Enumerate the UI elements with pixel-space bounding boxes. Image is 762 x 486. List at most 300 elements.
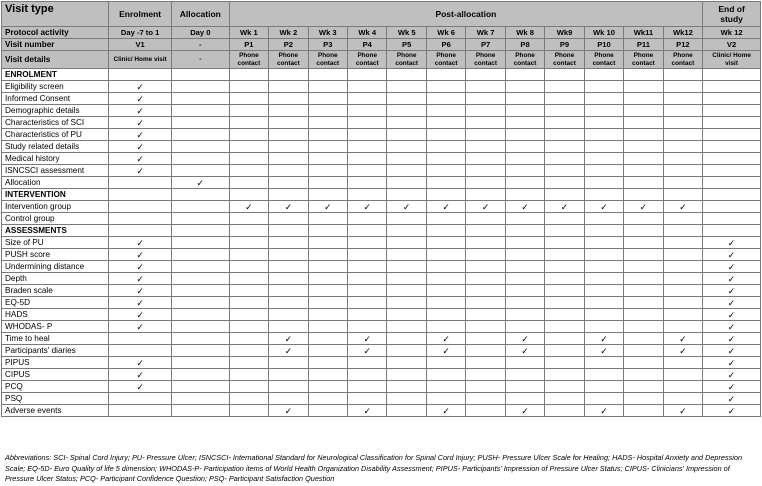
empty-cell: [171, 273, 229, 285]
empty-cell: [348, 105, 387, 117]
empty-cell: [584, 213, 623, 225]
activity-row: [2, 93, 761, 105]
empty-cell: [387, 237, 426, 249]
empty-cell: [109, 201, 172, 213]
empty-cell: [505, 141, 544, 153]
check-mark-icon: ✓: [109, 297, 172, 309]
empty-cell: [703, 153, 761, 165]
check-mark-icon: ✓: [109, 381, 172, 393]
activity-row: [2, 213, 761, 225]
empty-cell: [171, 93, 229, 105]
empty-cell: [624, 153, 663, 165]
empty-cell: [308, 129, 347, 141]
empty-cell: [466, 225, 505, 237]
empty-cell: [269, 297, 308, 309]
empty-cell: [624, 393, 663, 405]
empty-cell: [584, 117, 623, 129]
empty-cell: [584, 309, 623, 321]
empty-cell: [269, 369, 308, 381]
empty-cell: [269, 249, 308, 261]
empty-cell: [348, 165, 387, 177]
empty-cell: [171, 285, 229, 297]
empty-cell: [269, 321, 308, 333]
protocol-activity-label: Protocol activity: [2, 27, 109, 39]
empty-cell: [545, 249, 584, 261]
empty-cell: [663, 309, 703, 321]
empty-cell: [348, 93, 387, 105]
empty-cell: [505, 153, 544, 165]
activity-label: PSQ: [2, 393, 109, 405]
empty-cell: [466, 261, 505, 273]
visit-number-cell: V1: [109, 39, 172, 51]
empty-cell: [426, 105, 465, 117]
empty-cell: [624, 345, 663, 357]
check-mark-icon: ✓: [703, 381, 761, 393]
empty-cell: [703, 117, 761, 129]
check-mark-icon: ✓: [466, 201, 505, 213]
empty-cell: [505, 93, 544, 105]
empty-cell: [109, 189, 172, 201]
empty-cell: [466, 177, 505, 189]
visit-number-cell: P5: [387, 39, 426, 51]
empty-cell: [545, 393, 584, 405]
visit-details-cell: Phone contact: [545, 51, 584, 69]
abbreviations-footnote: Abbreviations: SCI- Spinal Cord Injury; PU- Pressure Ulcer; ISNCSCI- International Standard for Neurological Classification for Spinal Cord Injury; PUSH- Pressure Ulcer Scale for Healing; HADS- Hospital Anxiety and Depression Scale; EQ-5D- Euro Quality of life 5 dimension; WHODAS-P- Participation items of World Health Organization Disability Assessment; PIPUS- Participants' Impression of Pressure Ulcer Status; CIPUS- Clinicians' Impression of Pressure Ulcer Status; PCQ- Participant Confidence Question; PSQ- Participant Satisfaction Question: [5, 453, 743, 483]
check-mark-icon: ✓: [703, 369, 761, 381]
activity-label: Control group: [2, 213, 109, 225]
check-mark-icon: ✓: [426, 345, 465, 357]
activity-label: Characteristics of SCI: [2, 117, 109, 129]
empty-cell: [466, 141, 505, 153]
empty-cell: [584, 165, 623, 177]
empty-cell: [584, 93, 623, 105]
empty-cell: [109, 177, 172, 189]
empty-cell: [505, 177, 544, 189]
empty-cell: [348, 141, 387, 153]
activity-row: [2, 129, 761, 141]
empty-cell: [229, 309, 268, 321]
empty-cell: [387, 153, 426, 165]
empty-cell: [426, 369, 465, 381]
visit-number-cell: P7: [466, 39, 505, 51]
visit-number-label: Visit number: [2, 39, 109, 51]
empty-cell: [229, 237, 268, 249]
empty-cell: [505, 357, 544, 369]
visit-details-cell: Phone contact: [269, 51, 308, 69]
empty-cell: [505, 165, 544, 177]
empty-cell: [171, 405, 229, 417]
activity-label: Undermining distance: [2, 261, 109, 273]
empty-cell: [703, 93, 761, 105]
protocol-activity-cell: Wk 7: [466, 27, 505, 39]
empty-cell: [584, 381, 623, 393]
empty-cell: [663, 117, 703, 129]
empty-cell: [269, 273, 308, 285]
empty-cell: [663, 237, 703, 249]
visit-details-cell: -: [171, 51, 229, 69]
activity-row: [2, 153, 761, 165]
check-mark-icon: ✓: [703, 273, 761, 285]
check-mark-icon: ✓: [703, 345, 761, 357]
empty-cell: [466, 117, 505, 129]
empty-cell: [308, 237, 347, 249]
empty-cell: [229, 93, 268, 105]
empty-cell: [426, 261, 465, 273]
empty-cell: [663, 321, 703, 333]
activity-label: Informed Consent: [2, 93, 109, 105]
empty-cell: [584, 261, 623, 273]
empty-cell: [466, 297, 505, 309]
empty-cell: [663, 369, 703, 381]
empty-cell: [545, 237, 584, 249]
empty-cell: [269, 141, 308, 153]
check-mark-icon: ✓: [229, 201, 268, 213]
activity-row: [2, 165, 761, 177]
check-mark-icon: ✓: [171, 177, 229, 189]
empty-cell: [308, 333, 347, 345]
visit-details-cell: Phone contact: [308, 51, 347, 69]
schedule-table: [1, 1, 761, 417]
activity-row: [2, 297, 761, 309]
activity-label: PIPUS: [2, 357, 109, 369]
empty-cell: [703, 225, 761, 237]
activity-row: [2, 141, 761, 153]
protocol-activity-cell: Wk 8: [505, 27, 544, 39]
activity-row: [2, 381, 761, 393]
check-mark-icon: ✓: [584, 405, 623, 417]
empty-cell: [171, 381, 229, 393]
check-mark-icon: ✓: [269, 333, 308, 345]
empty-cell: [109, 69, 172, 81]
empty-cell: [269, 357, 308, 369]
empty-cell: [308, 189, 347, 201]
empty-cell: [348, 177, 387, 189]
empty-cell: [426, 117, 465, 129]
empty-cell: [466, 405, 505, 417]
check-mark-icon: ✓: [703, 333, 761, 345]
empty-cell: [348, 285, 387, 297]
empty-cell: [663, 381, 703, 393]
activity-label: Adverse events: [2, 405, 109, 417]
empty-cell: [171, 309, 229, 321]
empty-cell: [466, 165, 505, 177]
empty-cell: [426, 177, 465, 189]
empty-cell: [663, 249, 703, 261]
activity-label: PCQ: [2, 381, 109, 393]
check-mark-icon: ✓: [109, 81, 172, 93]
check-mark-icon: ✓: [109, 321, 172, 333]
visit-number-cell: P4: [348, 39, 387, 51]
visit-details-cell: Clinic/ Home visit: [109, 51, 172, 69]
check-mark-icon: ✓: [703, 297, 761, 309]
check-mark-icon: ✓: [269, 405, 308, 417]
empty-cell: [269, 81, 308, 93]
check-mark-icon: ✓: [663, 201, 703, 213]
empty-cell: [109, 225, 172, 237]
empty-cell: [387, 141, 426, 153]
empty-cell: [624, 309, 663, 321]
activity-label: CIPUS: [2, 369, 109, 381]
empty-cell: [348, 369, 387, 381]
empty-cell: [466, 321, 505, 333]
empty-cell: [584, 105, 623, 117]
empty-cell: [545, 297, 584, 309]
empty-cell: [545, 165, 584, 177]
activity-label: Characteristics of PU: [2, 129, 109, 141]
empty-cell: [624, 333, 663, 345]
empty-cell: [703, 129, 761, 141]
empty-cell: [348, 261, 387, 273]
empty-cell: [545, 81, 584, 93]
empty-cell: [624, 117, 663, 129]
check-mark-icon: ✓: [308, 201, 347, 213]
check-mark-icon: ✓: [348, 345, 387, 357]
section-title: ENROLMENT: [2, 69, 109, 81]
check-mark-icon: ✓: [109, 117, 172, 129]
empty-cell: [426, 273, 465, 285]
empty-cell: [269, 285, 308, 297]
empty-cell: [505, 297, 544, 309]
empty-cell: [387, 117, 426, 129]
empty-cell: [505, 81, 544, 93]
activity-row: [2, 333, 761, 345]
section-title: INTERVENTION: [2, 189, 109, 201]
empty-cell: [545, 261, 584, 273]
empty-cell: [663, 189, 703, 201]
empty-cell: [426, 297, 465, 309]
empty-cell: [505, 381, 544, 393]
check-mark-icon: ✓: [703, 405, 761, 417]
empty-cell: [624, 381, 663, 393]
empty-cell: [171, 129, 229, 141]
check-mark-icon: ✓: [109, 237, 172, 249]
post-allocation-header: Post-allocation: [229, 2, 703, 27]
empty-cell: [387, 165, 426, 177]
activity-row: [2, 357, 761, 369]
check-mark-icon: ✓: [703, 309, 761, 321]
empty-cell: [229, 369, 268, 381]
empty-cell: [229, 225, 268, 237]
empty-cell: [269, 153, 308, 165]
empty-cell: [505, 213, 544, 225]
empty-cell: [387, 333, 426, 345]
empty-cell: [348, 237, 387, 249]
empty-cell: [624, 213, 663, 225]
empty-cell: [545, 153, 584, 165]
check-mark-icon: ✓: [109, 285, 172, 297]
empty-cell: [308, 213, 347, 225]
empty-cell: [109, 345, 172, 357]
activity-label: Participants' diaries: [2, 345, 109, 357]
empty-cell: [269, 237, 308, 249]
empty-cell: [229, 129, 268, 141]
check-mark-icon: ✓: [109, 93, 172, 105]
empty-cell: [269, 381, 308, 393]
visit-details-cell: Phone contact: [387, 51, 426, 69]
check-mark-icon: ✓: [426, 405, 465, 417]
empty-cell: [229, 357, 268, 369]
empty-cell: [545, 309, 584, 321]
empty-cell: [348, 129, 387, 141]
visit-number-cell: P10: [584, 39, 623, 51]
visit-number-cell: P12: [663, 39, 703, 51]
check-mark-icon: ✓: [505, 405, 544, 417]
empty-cell: [426, 357, 465, 369]
empty-cell: [171, 153, 229, 165]
empty-cell: [703, 105, 761, 117]
empty-cell: [308, 381, 347, 393]
empty-cell: [426, 393, 465, 405]
protocol-activity-cell: Wk 3: [308, 27, 347, 39]
empty-cell: [387, 129, 426, 141]
empty-cell: [171, 321, 229, 333]
empty-cell: [348, 309, 387, 321]
empty-cell: [387, 321, 426, 333]
empty-cell: [466, 345, 505, 357]
empty-cell: [584, 321, 623, 333]
protocol-activity-cell: Wk 1: [229, 27, 268, 39]
empty-cell: [466, 105, 505, 117]
activity-label: PUSH score: [2, 249, 109, 261]
empty-cell: [109, 405, 172, 417]
empty-cell: [229, 141, 268, 153]
check-mark-icon: ✓: [109, 165, 172, 177]
empty-cell: [663, 69, 703, 81]
empty-cell: [229, 285, 268, 297]
empty-cell: [308, 69, 347, 81]
visit-number-cell: V2: [703, 39, 761, 51]
check-mark-icon: ✓: [387, 201, 426, 213]
empty-cell: [663, 165, 703, 177]
empty-cell: [269, 189, 308, 201]
visit-details-cell: Phone contact: [229, 51, 268, 69]
check-mark-icon: ✓: [109, 369, 172, 381]
empty-cell: [426, 381, 465, 393]
empty-cell: [229, 261, 268, 273]
empty-cell: [171, 345, 229, 357]
empty-cell: [624, 141, 663, 153]
empty-cell: [505, 309, 544, 321]
empty-cell: [624, 369, 663, 381]
empty-cell: [505, 105, 544, 117]
visit-number-row: [2, 39, 761, 51]
empty-cell: [663, 129, 703, 141]
empty-cell: [624, 189, 663, 201]
empty-cell: [663, 225, 703, 237]
empty-cell: [663, 177, 703, 189]
empty-cell: [229, 321, 268, 333]
empty-cell: [348, 393, 387, 405]
empty-cell: [308, 309, 347, 321]
empty-cell: [426, 309, 465, 321]
empty-cell: [171, 141, 229, 153]
empty-cell: [545, 333, 584, 345]
empty-cell: [269, 69, 308, 81]
activity-label: Braden scale: [2, 285, 109, 297]
empty-cell: [229, 117, 268, 129]
empty-cell: [387, 369, 426, 381]
empty-cell: [348, 273, 387, 285]
empty-cell: [584, 177, 623, 189]
empty-cell: [505, 69, 544, 81]
empty-cell: [584, 297, 623, 309]
empty-cell: [545, 105, 584, 117]
empty-cell: [229, 153, 268, 165]
empty-cell: [308, 321, 347, 333]
empty-cell: [387, 309, 426, 321]
empty-cell: [466, 129, 505, 141]
empty-cell: [703, 189, 761, 201]
visit-details-cell: Phone contact: [466, 51, 505, 69]
check-mark-icon: ✓: [505, 201, 544, 213]
empty-cell: [387, 225, 426, 237]
empty-cell: [505, 321, 544, 333]
activity-row: [2, 177, 761, 189]
check-mark-icon: ✓: [703, 321, 761, 333]
activity-label: Demographic details: [2, 105, 109, 117]
empty-cell: [308, 105, 347, 117]
empty-cell: [426, 69, 465, 81]
empty-cell: [308, 117, 347, 129]
empty-cell: [387, 405, 426, 417]
empty-cell: [426, 153, 465, 165]
empty-cell: [663, 297, 703, 309]
empty-cell: [466, 285, 505, 297]
activity-row: [2, 309, 761, 321]
empty-cell: [703, 177, 761, 189]
empty-cell: [229, 177, 268, 189]
empty-cell: [308, 249, 347, 261]
empty-cell: [505, 285, 544, 297]
empty-cell: [584, 249, 623, 261]
check-mark-icon: ✓: [109, 357, 172, 369]
empty-cell: [348, 225, 387, 237]
check-mark-icon: ✓: [348, 201, 387, 213]
empty-cell: [584, 393, 623, 405]
empty-cell: [387, 297, 426, 309]
empty-cell: [426, 285, 465, 297]
empty-cell: [171, 69, 229, 81]
empty-cell: [109, 213, 172, 225]
check-mark-icon: ✓: [505, 345, 544, 357]
check-mark-icon: ✓: [703, 237, 761, 249]
empty-cell: [624, 129, 663, 141]
empty-cell: [387, 357, 426, 369]
empty-cell: [229, 69, 268, 81]
empty-cell: [348, 189, 387, 201]
empty-cell: [426, 141, 465, 153]
empty-cell: [308, 93, 347, 105]
empty-cell: [171, 213, 229, 225]
empty-cell: [269, 225, 308, 237]
protocol-activity-cell: Wk 4: [348, 27, 387, 39]
empty-cell: [663, 273, 703, 285]
empty-cell: [109, 333, 172, 345]
empty-cell: [466, 369, 505, 381]
empty-cell: [269, 93, 308, 105]
empty-cell: [624, 321, 663, 333]
empty-cell: [703, 81, 761, 93]
empty-cell: [663, 141, 703, 153]
empty-cell: [308, 369, 347, 381]
empty-cell: [703, 165, 761, 177]
empty-cell: [466, 213, 505, 225]
empty-cell: [387, 345, 426, 357]
protocol-activity-cell: Wk 2: [269, 27, 308, 39]
empty-cell: [171, 165, 229, 177]
empty-cell: [269, 213, 308, 225]
empty-cell: [545, 129, 584, 141]
